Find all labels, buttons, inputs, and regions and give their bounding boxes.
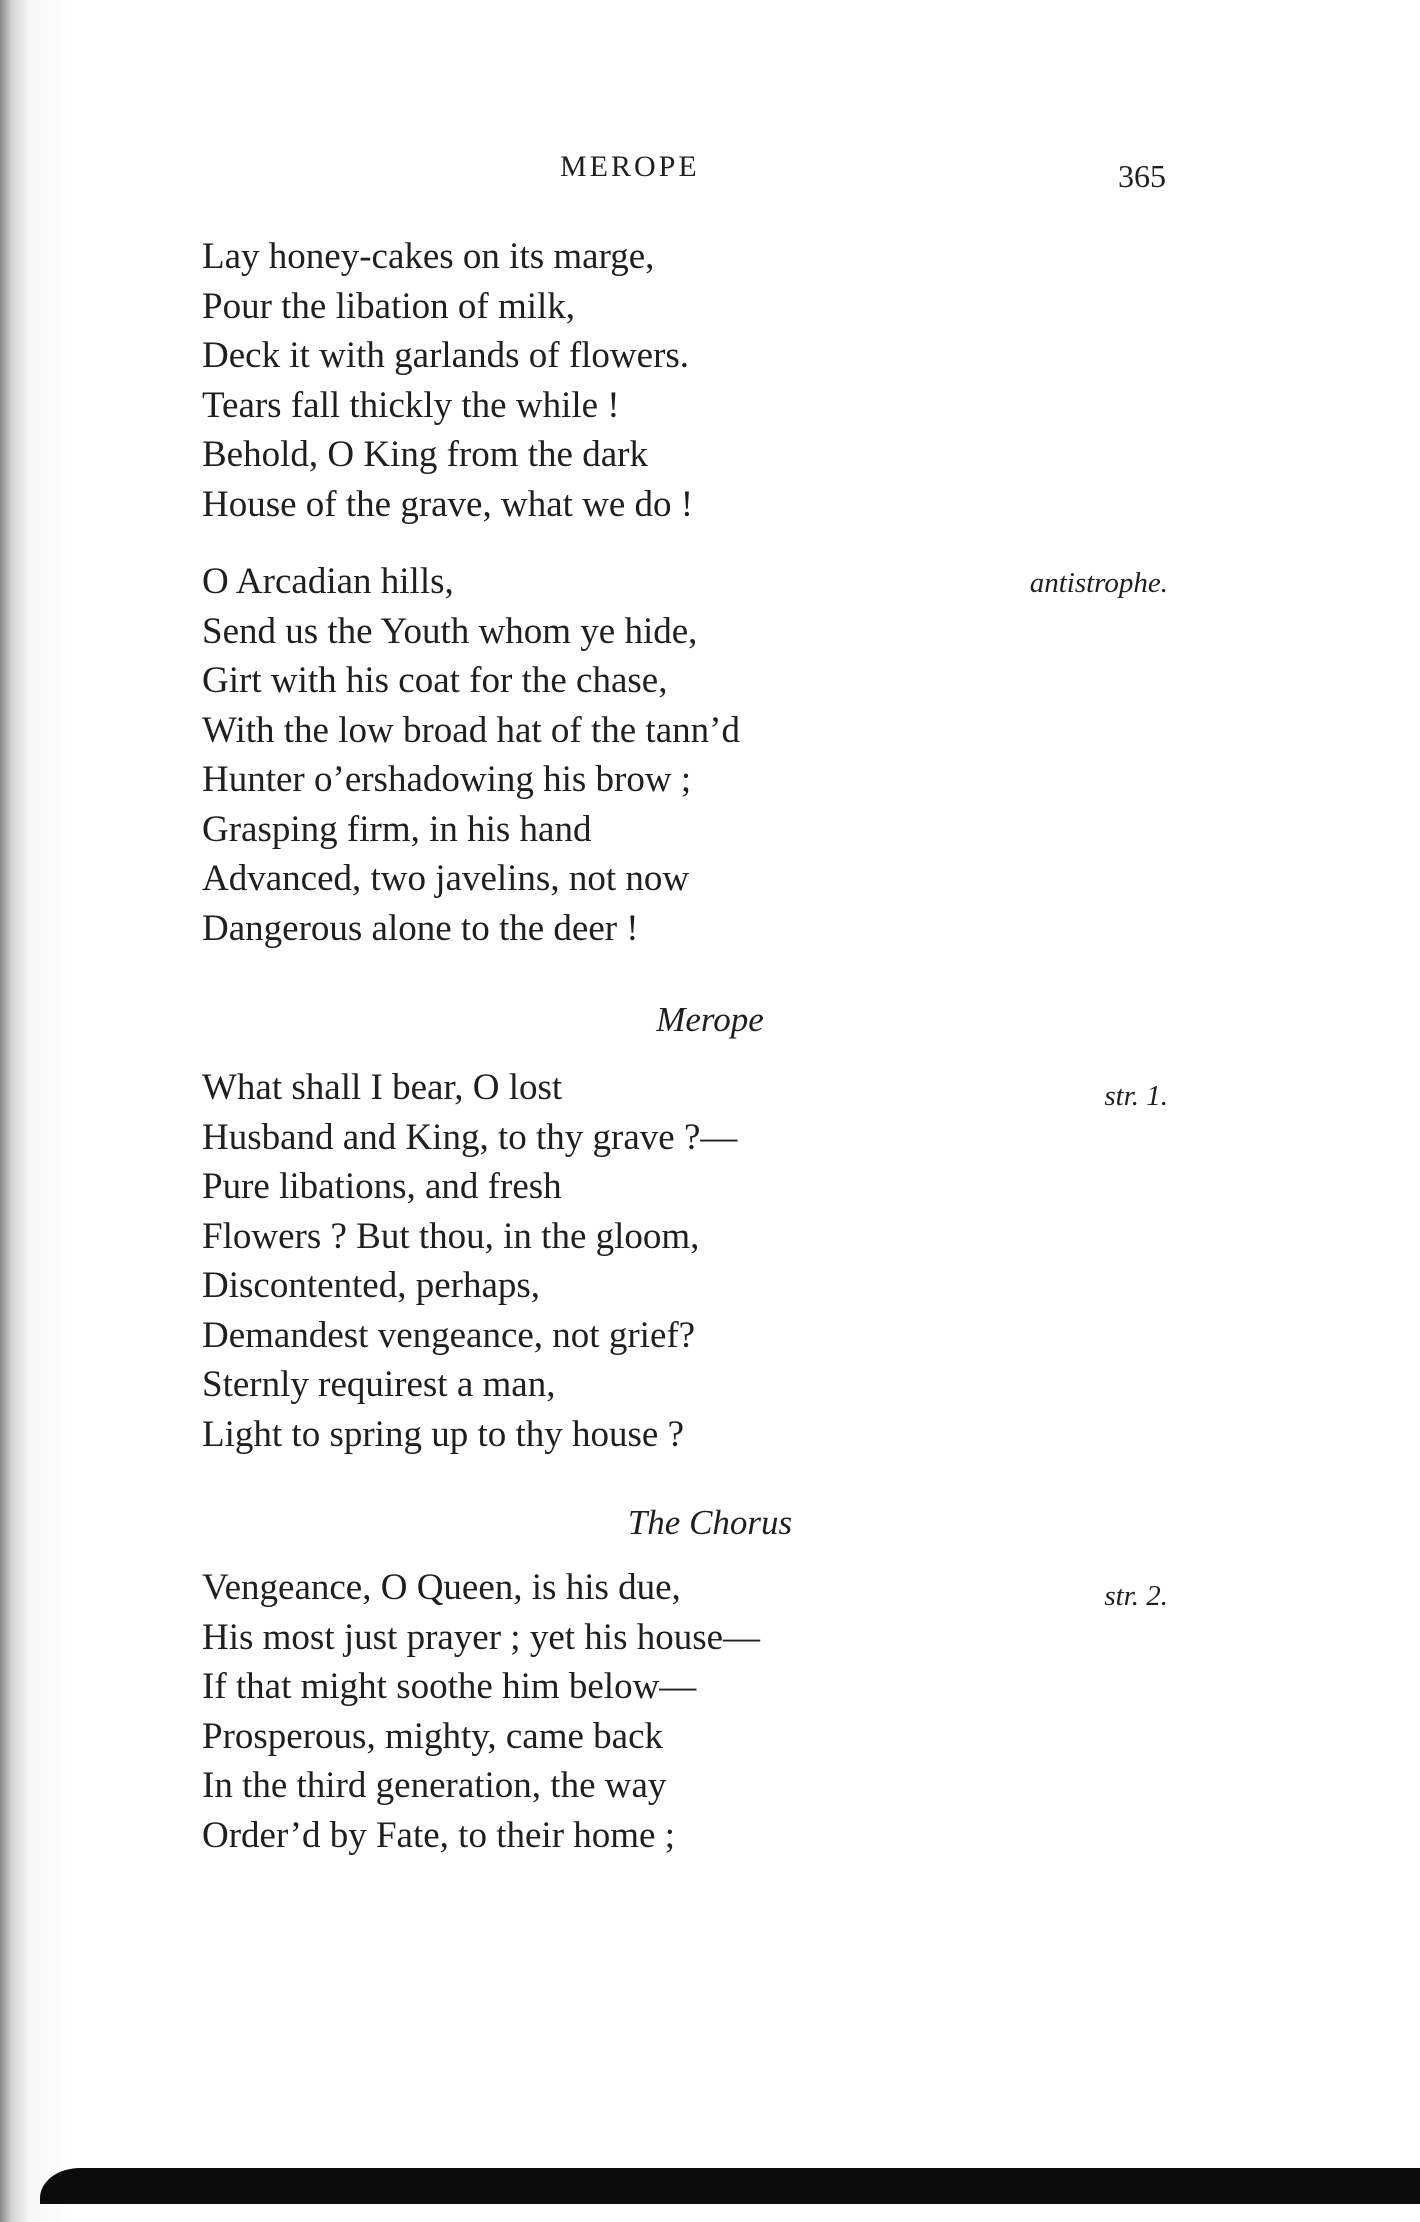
verse-line: Pure libations, and fresh <box>202 1166 562 1207</box>
margin-note-antistrophe: antistrophe. <box>1029 567 1168 599</box>
running-title: MEROPE <box>560 150 700 183</box>
stanza-2 <box>202 557 740 953</box>
verse-line: Tears fall thickly the while ! <box>202 384 620 426</box>
verse-line: Advanced, two javelins, not now <box>202 858 690 899</box>
speaker-heading: Merope <box>656 1000 764 1039</box>
verse-line: If that might soothe him below— <box>202 1666 697 1707</box>
verse-line: Order’d by Fate, to their home ; <box>202 1814 675 1856</box>
verse-line: With the low broad hat of the tann’d <box>202 709 740 751</box>
verse-line: Flowers ? But thou, in the gloom, <box>202 1215 700 1257</box>
verse-line: Girt with his coat for the chase, <box>202 660 668 701</box>
scan-shadow-left <box>0 0 90 2222</box>
verse-line: Send us the Youth whom ye hide, <box>202 610 698 652</box>
verse-line: Sternly requirest a man, <box>202 1364 556 1405</box>
verse-line: Lay honey-cakes on its marge, <box>202 236 655 277</box>
verse-line: What shall I bear, O lost <box>202 1067 563 1108</box>
stanza-1 <box>202 232 693 529</box>
page-number: 365 <box>1118 158 1166 194</box>
verse-line: O Arcadian hills, <box>202 561 454 602</box>
verse-line: Behold, O King from the dark <box>202 434 648 475</box>
stanza-3 <box>202 1063 737 1459</box>
margin-note-str-1: str. 1. <box>1104 1080 1168 1112</box>
speaker-heading: The Chorus <box>627 1503 793 1542</box>
verse-line: Husband and King, to thy grave ?— <box>202 1116 738 1158</box>
verse-line: Grasping firm, in his hand <box>202 808 592 850</box>
verse-line: His most just prayer ; yet his house— <box>202 1616 761 1658</box>
stanza-4 <box>202 1563 760 1860</box>
margin-note-str-2: str. 2. <box>1104 1580 1168 1612</box>
verse-line: Light to spring up to thy house ? <box>202 1413 684 1455</box>
verse-line: Pour the libation of milk, <box>202 285 576 327</box>
verse-line: House of the grave, what we do ! <box>202 483 694 525</box>
verse-line: Deck it with garlands of flowers. <box>202 335 690 376</box>
verse-line: In the third generation, the way <box>202 1765 667 1806</box>
verse-line: Prosperous, mighty, came back <box>202 1715 664 1757</box>
verse-line: Hunter o’ershadowing his brow ; <box>202 759 692 800</box>
verse-line: Dangerous alone to the deer ! <box>202 907 639 949</box>
verse-line: Discontented, perhaps, <box>202 1265 541 1306</box>
verse-line: Demandest vengeance, not grief? <box>202 1314 696 1356</box>
verse-line: Vengeance, O Queen, is his due, <box>202 1567 681 1608</box>
scan-shadow-bottom <box>40 2168 1420 2204</box>
